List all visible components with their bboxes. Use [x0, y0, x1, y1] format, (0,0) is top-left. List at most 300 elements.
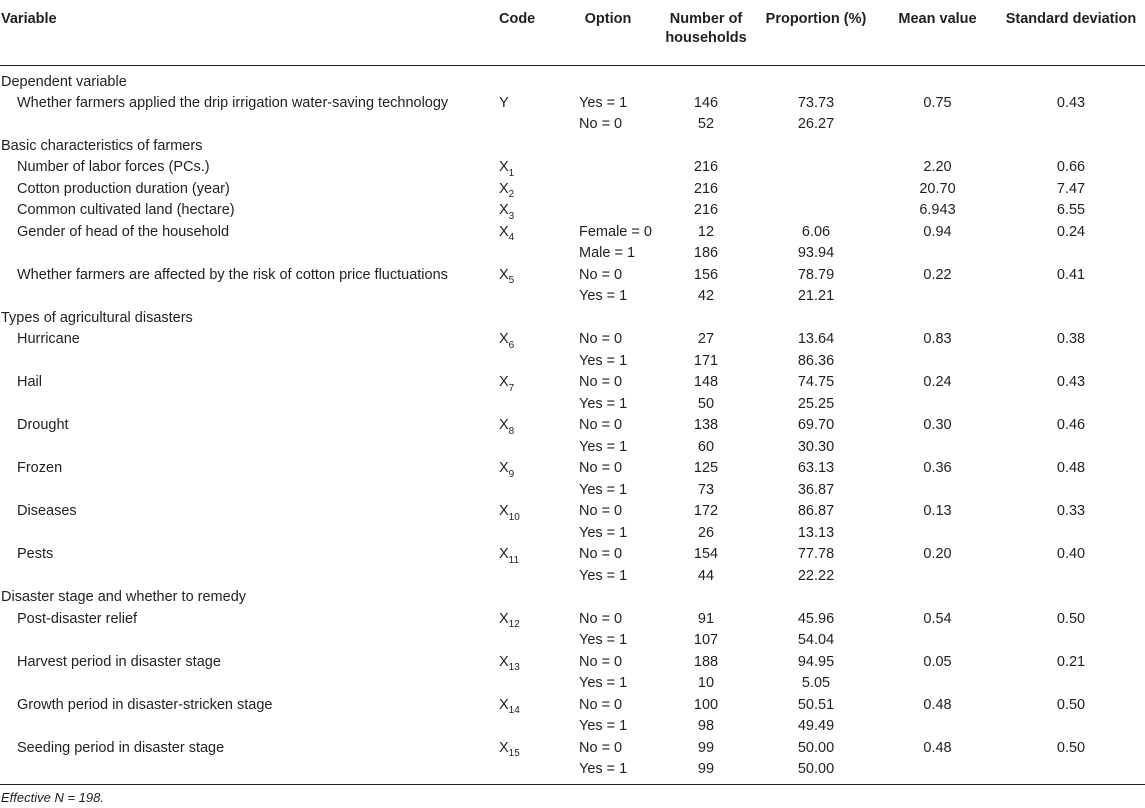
- cell-option: Yes = 1: [579, 675, 628, 691]
- cell-households: 42: [697, 288, 715, 304]
- cell-proportion: [754, 157, 878, 179]
- section-row: [0, 136, 1145, 158]
- cell-proportion: 36.87: [797, 481, 835, 498]
- cell-option: Yes = 1: [558, 759, 658, 785]
- cell-proportion: 21.21: [797, 288, 835, 304]
- code-letter: X: [499, 266, 509, 283]
- cell-variable: Disaster stage and whether to remedy: [1, 589, 247, 605]
- header-mean: Mean value: [878, 0, 997, 65]
- header-option: Option: [558, 0, 658, 65]
- code-subscript: 1: [508, 167, 515, 179]
- table-row: [0, 93, 1145, 115]
- table-row: [0, 243, 1145, 265]
- cell-option: Yes = 1: [579, 94, 628, 111]
- code-letter: X: [499, 610, 509, 627]
- code-letter: X: [499, 202, 509, 218]
- cell-code: [499, 286, 558, 308]
- cell-option: No = 0: [579, 374, 623, 390]
- cell-proportion: 94.95: [797, 653, 835, 670]
- cell-sd: [997, 587, 1145, 609]
- cell-variable: [0, 114, 499, 136]
- code-subscript: 5: [508, 275, 515, 287]
- cell-variable: Common cultivated land (hectare): [17, 202, 235, 218]
- table-row: [0, 179, 1145, 201]
- cell-option: No = 0: [579, 610, 623, 627]
- header-row: [0, 0, 1145, 65]
- cell-households: [658, 308, 754, 330]
- cell-code: [499, 609, 558, 631]
- table-row: [0, 458, 1145, 480]
- cell-code: [499, 759, 558, 785]
- table-row: [0, 200, 1145, 222]
- cell-code: [499, 652, 558, 674]
- cell-variable: [0, 243, 499, 265]
- cell-code: [499, 114, 558, 136]
- cell-variable: Whether farmers applied the drip irrigation water-saving technology: [17, 94, 449, 111]
- cell-option: Yes = 1: [579, 438, 628, 455]
- table-row: [0, 523, 1145, 545]
- cell-sd: [997, 630, 1145, 652]
- cell-households: [658, 65, 754, 93]
- cell-sd: [997, 286, 1145, 308]
- cell-option: No = 0: [579, 653, 623, 670]
- code-letter: X: [499, 159, 509, 175]
- cell-sd: 0.38: [1056, 331, 1086, 347]
- cell-variable: Dependent variable: [1, 73, 127, 90]
- cell-option: No = 0: [579, 266, 623, 283]
- cell-option: No = 0: [579, 739, 623, 756]
- cell-code: [499, 329, 558, 351]
- cell-proportion: 26.27: [797, 116, 835, 132]
- cell-variable: Post-disaster relief: [17, 610, 138, 627]
- header-sd: Standard deviation: [997, 0, 1145, 65]
- cell-option: [558, 587, 658, 609]
- cell-sd: 0.46: [1056, 417, 1086, 433]
- cell-sd: 0.24: [1056, 223, 1086, 240]
- cell-mean: 2.20: [923, 159, 952, 175]
- cell-variable: [0, 566, 499, 588]
- cell-code: [499, 372, 558, 394]
- cell-mean: [878, 587, 997, 609]
- cell-sd: [997, 716, 1145, 738]
- code-letter: X: [499, 223, 509, 240]
- cell-variable: [0, 630, 499, 652]
- cell-code: [499, 716, 558, 738]
- code-subscript: 2: [508, 189, 515, 201]
- cell-sd: [997, 136, 1145, 158]
- table-row: [0, 759, 1145, 785]
- cell-sd: [997, 759, 1145, 785]
- cell-sd: 0.48: [1056, 460, 1086, 476]
- cell-code: [499, 458, 558, 480]
- cell-households: 27: [697, 331, 715, 347]
- cell-mean: [878, 716, 997, 738]
- cell-mean: [878, 480, 997, 502]
- cell-option: No = 0: [579, 460, 623, 476]
- cell-sd: 0.41: [1056, 266, 1086, 283]
- cell-proportion: 13.13: [797, 524, 835, 541]
- section-row: [0, 308, 1145, 330]
- cell-code: [499, 351, 558, 373]
- cell-proportion: 74.75: [797, 374, 835, 390]
- cell-proportion: [754, 65, 878, 93]
- cell-mean: [878, 630, 997, 652]
- table-row: [0, 394, 1145, 416]
- cell-option: No = 0: [579, 503, 623, 519]
- cell-code: [499, 136, 558, 158]
- cell-mean: [878, 673, 997, 695]
- cell-option: [558, 136, 658, 158]
- header-households-line1: Number of: [669, 11, 743, 27]
- cell-code: [499, 587, 558, 609]
- table-row: [0, 351, 1145, 373]
- code-subscript: 13: [508, 662, 520, 674]
- cell-households: 156: [693, 266, 719, 283]
- cell-variable: [0, 437, 499, 459]
- cell-option: [558, 179, 658, 201]
- cell-households: 26: [697, 524, 715, 541]
- cell-households: [658, 136, 754, 158]
- cell-variable: Drought: [17, 417, 69, 433]
- cell-option: Yes = 1: [579, 481, 628, 498]
- cell-code: [499, 695, 558, 717]
- cell-households: 172: [693, 503, 719, 519]
- cell-option: Yes = 1: [579, 567, 628, 584]
- header-code: Code: [499, 0, 558, 65]
- cell-sd: 7.47: [1056, 180, 1086, 197]
- cell-mean: 0.48: [923, 739, 952, 756]
- cell-variable: [0, 286, 499, 308]
- cell-code: [499, 157, 558, 179]
- cell-code: [499, 394, 558, 416]
- cell-option: Female = 0: [579, 223, 652, 240]
- cell-mean: [878, 566, 997, 588]
- table-row: [0, 329, 1145, 351]
- cell-proportion: 50.00: [797, 739, 835, 756]
- cell-mean: 20.70: [919, 180, 956, 197]
- header-proportion: Proportion (%): [754, 0, 878, 65]
- code-letter: X: [499, 331, 509, 347]
- cell-sd: [997, 308, 1145, 330]
- table-row: [0, 652, 1145, 674]
- cell-households: 44: [697, 567, 715, 584]
- cell-variable: Hurricane: [17, 331, 80, 347]
- code-subscript: 6: [508, 339, 515, 351]
- table-row: [0, 630, 1145, 652]
- table-row: [0, 673, 1145, 695]
- code-letter: X: [499, 180, 509, 197]
- cell-variable: Number of labor forces (PCs.): [17, 159, 210, 175]
- section-row: [0, 65, 1145, 93]
- table-row: [0, 501, 1145, 523]
- table-row: [0, 609, 1145, 631]
- cell-option: No = 0: [579, 331, 623, 347]
- cell-code: [499, 265, 558, 287]
- cell-sd: 0.43: [1056, 374, 1086, 390]
- header-households: [658, 0, 754, 65]
- cell-mean: [878, 114, 997, 136]
- cell-sd: 0.43: [1056, 94, 1086, 111]
- table-row: [0, 222, 1145, 244]
- cell-households: 171: [693, 352, 719, 369]
- cell-mean: 0.22: [923, 266, 952, 283]
- cell-sd: [997, 480, 1145, 502]
- code-subscript: 12: [508, 619, 520, 631]
- table-row: [0, 566, 1145, 588]
- cell-proportion: 30.30: [797, 438, 835, 455]
- cell-sd: [997, 566, 1145, 588]
- cell-code: [499, 566, 558, 588]
- cell-proportion: 13.64: [797, 331, 835, 347]
- cell-variable: [0, 673, 499, 695]
- cell-option: No = 0: [579, 417, 623, 433]
- code-subscript: 3: [508, 210, 515, 222]
- cell-option: Yes = 1: [579, 288, 628, 304]
- cell-mean: 0.24: [923, 374, 952, 390]
- cell-proportion: 86.87: [797, 503, 835, 519]
- cell-code: [499, 222, 558, 244]
- cell-proportion: 93.94: [797, 245, 835, 261]
- cell-code: [499, 308, 558, 330]
- cell-code: [499, 243, 558, 265]
- code-subscript: 7: [508, 382, 515, 394]
- cell-variable: Hail: [17, 374, 42, 390]
- cell-variable: [0, 523, 499, 545]
- code-letter: X: [499, 460, 509, 476]
- cell-sd: [997, 437, 1145, 459]
- cell-proportion: 54.04: [797, 632, 835, 648]
- header-households-line2: households: [665, 30, 747, 46]
- cell-code: [499, 480, 558, 502]
- cell-mean: [878, 286, 997, 308]
- table-row: [0, 265, 1145, 287]
- cell-code: [499, 437, 558, 459]
- table-body: [0, 65, 1145, 785]
- cell-option: No = 0: [579, 116, 623, 132]
- cell-option: Yes = 1: [579, 524, 628, 541]
- cell-households: 99: [697, 739, 715, 756]
- cell-code: [499, 501, 558, 523]
- cell-variable: Diseases: [17, 503, 77, 519]
- cell-code: [499, 65, 558, 93]
- cell-mean: [878, 523, 997, 545]
- cell-option: [558, 308, 658, 330]
- cell-households: 100: [693, 696, 719, 713]
- table-header: [0, 0, 1145, 65]
- cell-households: 186: [693, 245, 719, 261]
- code-subscript: 9: [508, 468, 515, 480]
- cell-households: 146: [693, 94, 719, 111]
- cell-households: 10: [697, 675, 715, 691]
- cell-households: 73: [697, 481, 715, 498]
- table-row: [0, 480, 1145, 502]
- cell-option: [558, 65, 658, 93]
- cell-mean: [878, 243, 997, 265]
- code-letter: X: [499, 503, 509, 519]
- cell-sd: [997, 65, 1145, 93]
- cell-proportion: 25.25: [797, 395, 835, 412]
- section-row: [0, 587, 1145, 609]
- cell-proportion: 63.13: [797, 460, 835, 476]
- cell-variable: [0, 759, 499, 785]
- table-row: [0, 716, 1145, 738]
- cell-option: [558, 200, 658, 222]
- cell-mean: [878, 308, 997, 330]
- cell-sd: 0.66: [1056, 159, 1086, 175]
- cell-mean: [878, 759, 997, 785]
- cell-mean: 0.36: [923, 460, 952, 476]
- cell-code: [499, 415, 558, 437]
- cell-proportion: 22.22: [797, 567, 835, 584]
- code-subscript: 4: [508, 232, 515, 244]
- cell-variable: [0, 394, 499, 416]
- cell-variable: Seeding period in disaster stage: [17, 739, 225, 756]
- cell-variable: Frozen: [17, 460, 63, 476]
- cell-sd: [997, 394, 1145, 416]
- cell-mean: [878, 351, 997, 373]
- code-letter: X: [499, 739, 509, 756]
- cell-proportion: 69.70: [797, 417, 835, 433]
- cell-proportion: 49.49: [797, 718, 835, 734]
- cell-variable: [0, 351, 499, 373]
- cell-proportion: [754, 587, 878, 609]
- cell-variable: Cotton production duration (year): [17, 180, 230, 197]
- table-footnote: Effective N = 198.: [1, 790, 104, 805]
- cell-households: [658, 587, 754, 609]
- code-letter: X: [499, 374, 509, 390]
- cell-proportion: 6.06: [801, 223, 831, 240]
- cell-mean: 0.54: [923, 610, 952, 627]
- cell-sd: [997, 114, 1145, 136]
- cell-sd: [997, 673, 1145, 695]
- cell-variable: Gender of head of the household: [17, 223, 230, 240]
- cell-variable: Pests: [17, 546, 54, 562]
- cell-households: 216: [693, 202, 719, 218]
- cell-variable: Types of agricultural disasters: [1, 309, 193, 326]
- cell-mean: 0.13: [923, 503, 952, 519]
- cell-households: 154: [693, 546, 719, 562]
- cell-households: 98: [697, 718, 715, 734]
- cell-code: [499, 673, 558, 695]
- cell-households: 12: [697, 223, 715, 240]
- code-letter: X: [499, 653, 509, 670]
- table-row: [0, 437, 1145, 459]
- cell-proportion: 50.51: [797, 696, 835, 713]
- code-subscript: 8: [508, 425, 515, 437]
- cell-code: [499, 523, 558, 545]
- cell-mean: 6.943: [919, 202, 956, 218]
- cell-option: No = 0: [579, 696, 623, 713]
- cell-code: [499, 179, 558, 201]
- cell-proportion: [754, 200, 878, 222]
- cell-sd: 0.50: [1056, 610, 1086, 627]
- cell-option: Yes = 1: [579, 718, 628, 734]
- code-letter: X: [499, 696, 509, 713]
- cell-households: 216: [693, 180, 719, 197]
- cell-proportion: 78.79: [797, 266, 835, 283]
- cell-proportion: [754, 136, 878, 158]
- table-row: [0, 544, 1145, 566]
- cell-proportion: 45.96: [797, 610, 835, 627]
- cell-mean: 0.83: [923, 331, 952, 347]
- cell-sd: 0.50: [1056, 696, 1086, 713]
- cell-proportion: 73.73: [797, 94, 835, 111]
- cell-mean: 0.30: [923, 417, 952, 433]
- cell-variable: [0, 716, 499, 738]
- cell-option: Yes = 1: [579, 352, 628, 369]
- cell-variable: [0, 480, 499, 502]
- cell-sd: 0.40: [1056, 546, 1086, 562]
- cell-mean: [878, 394, 997, 416]
- code-subscript: 15: [508, 748, 520, 760]
- table-row: [0, 114, 1145, 136]
- code-letter: X: [499, 546, 509, 562]
- code-letter: Y: [499, 94, 509, 111]
- cell-variable: Whether farmers are affected by the risk of cotton price fluctuations: [17, 266, 448, 283]
- cell-variable: Harvest period in disaster stage: [17, 653, 221, 670]
- code-subscript: 11: [508, 554, 520, 566]
- cell-households: 50: [697, 395, 715, 412]
- code-subscript: 10: [508, 511, 520, 523]
- cell-proportion: [754, 179, 878, 201]
- table-row: [0, 372, 1145, 394]
- cell-option: Yes = 1: [579, 632, 628, 648]
- cell-proportion: [754, 308, 878, 330]
- cell-mean: 0.20: [923, 546, 952, 562]
- code-letter: X: [499, 417, 509, 433]
- cell-households: 125: [693, 460, 719, 476]
- cell-households: 60: [697, 438, 715, 455]
- cell-households: 188: [693, 653, 719, 670]
- cell-mean: 0.05: [923, 653, 952, 670]
- cell-sd: 6.55: [1056, 202, 1086, 218]
- table-row: [0, 738, 1145, 760]
- cell-code: [499, 738, 558, 760]
- cell-mean: 0.75: [923, 94, 952, 111]
- cell-sd: [997, 243, 1145, 265]
- cell-proportion: 77.78: [797, 546, 835, 562]
- cell-variable: Basic characteristics of farmers: [1, 137, 203, 154]
- cell-code: [499, 630, 558, 652]
- cell-option: [558, 157, 658, 179]
- table-row: [0, 157, 1145, 179]
- table-row: [0, 286, 1145, 308]
- cell-mean: [878, 437, 997, 459]
- cell-households: 148: [693, 374, 719, 390]
- cell-proportion: 50.00: [754, 759, 878, 785]
- table-row: [0, 695, 1145, 717]
- code-subscript: 14: [508, 705, 520, 717]
- cell-option: Yes = 1: [579, 395, 628, 412]
- cell-mean: [878, 65, 997, 93]
- cell-code: [499, 544, 558, 566]
- cell-option: Male = 1: [579, 245, 636, 261]
- cell-households: 52: [697, 116, 715, 132]
- cell-households: 91: [697, 610, 715, 627]
- cell-households: 138: [693, 417, 719, 433]
- cell-option: No = 0: [579, 546, 623, 562]
- cell-sd: [997, 351, 1145, 373]
- cell-sd: 0.33: [1056, 503, 1086, 519]
- cell-mean: [878, 136, 997, 158]
- cell-sd: [997, 523, 1145, 545]
- table-row: [0, 415, 1145, 437]
- cell-sd: 0.50: [1056, 739, 1086, 756]
- cell-households: 216: [693, 159, 719, 175]
- cell-sd: 0.21: [1056, 653, 1086, 670]
- cell-proportion: 5.05: [801, 675, 831, 691]
- cell-mean: 0.94: [923, 223, 952, 240]
